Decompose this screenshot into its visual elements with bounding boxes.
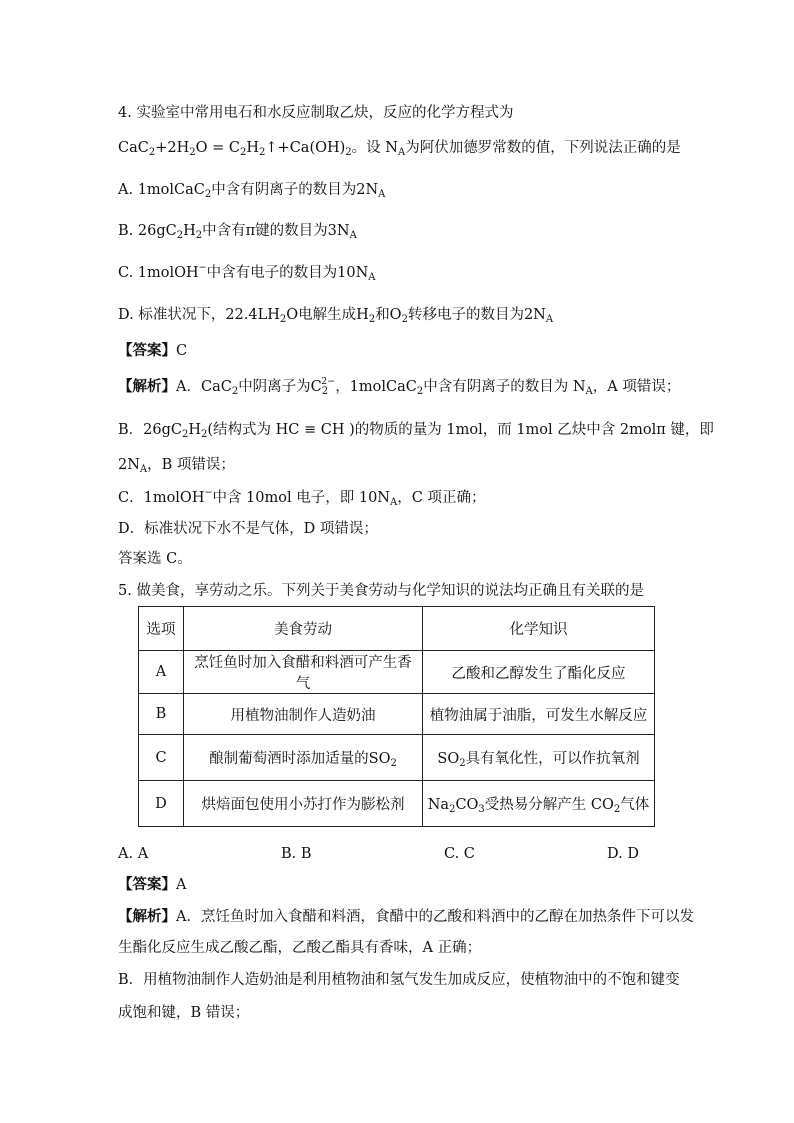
row-labor: 烹饪鱼时加入食醋和料酒可产生香气: [184, 651, 423, 694]
q4-option-c: C. 1molOH−中含有电子的数目为$10N_A$: [118, 262, 376, 283]
choice-d: D. D: [607, 846, 639, 862]
table-row: [139, 651, 655, 694]
q4-analysis-b-line2: $2N_A$，B 项错误；: [118, 457, 235, 475]
q5-options-table: [138, 606, 655, 827]
q4-stem-line1: 4. 实验室中常用电石和水反应制取乙炔，反应的化学方程式为: [118, 105, 514, 121]
row-option: D: [139, 781, 184, 827]
q5-analysis-b-line2: 成饱和键，B 错误；: [118, 1005, 250, 1021]
q4-analysis-d: D．标准状况下水不是气体，D 项错误；: [118, 521, 378, 537]
row-chem: $SO_2$具有氧化性，可以作抗氧剂: [423, 735, 655, 781]
choice-a: A. A: [118, 846, 149, 862]
row-labor: 烘焙面包使用小苏打作为膨松剂: [184, 781, 423, 827]
header-chem-knowledge: 化学知识: [423, 607, 655, 651]
header-option: 选项: [139, 607, 184, 651]
row-labor: 用植物油制作人造奶油: [184, 694, 423, 735]
table-row: [139, 694, 655, 735]
header-food-labor: 美食劳动: [184, 607, 423, 651]
row-chem: 植物油属于油脂，可发生水解反应: [423, 694, 655, 735]
q4-option-a: A. 1molCaC$_2$中含有阴离子的数目为$2N_A$: [118, 182, 386, 200]
q5-analysis-b-line1: B．用植物油制作人造奶油是利用植物油和氢气发生加成反应，使植物油中的不饱和键变: [118, 972, 680, 988]
row-option: C: [139, 735, 184, 781]
q5-stem: 5. 做美食，享劳动之乐。下列关于美食劳动与化学知识的说法均正确且有关联的是: [118, 583, 644, 599]
q4-analysis-c: C．1molOH−中含 10mol 电子，即 $10N_A$，C 项正确；: [118, 487, 486, 508]
q4-equation-line: $CaC_2+2H_2O$ = $C_2H_2↑+Ca(OH)_2$。设 $N_A$为阿伏加德罗常数的值，下列说法正确的是: [118, 140, 681, 158]
row-option: B: [139, 694, 184, 735]
q4-answer: 【答案】C: [118, 342, 188, 359]
q5-analysis-a-line1: 【解析】A．烹饪鱼时加入食醋和料酒，食醋中的乙酸和料酒中的乙醇在加热条件下可以发: [118, 908, 694, 925]
table-row: [139, 735, 655, 781]
table-row: [139, 781, 655, 827]
choice-b: B. B: [281, 846, 312, 862]
row-chem: 乙酸和乙醇发生了酯化反应: [423, 651, 655, 694]
choice-c: C. C: [444, 846, 475, 862]
row-option: A: [139, 651, 184, 694]
row-chem: $Na_2CO_3$受热易分解产生 $CO_2$气体: [423, 781, 655, 827]
q4-option-b: B. $26gC_2H_2$中含有π键的数目为$3N_A$: [118, 223, 357, 241]
q4-conclusion: 答案选 C。: [118, 551, 192, 567]
row-labor: 酿制葡萄酒时添加适量的$SO_2$: [184, 735, 423, 781]
q5-analysis-a-line2: 生酯化反应生成乙酸乙酯，乙酸乙酯具有香味，A 正确；: [118, 940, 482, 956]
q4-option-d: D. 标准状况下，$22.4LH_2O$电解生成$H_2$和$O_2$转移电子的数目为$2N_A$: [118, 307, 554, 325]
q5-answer: 【答案】A: [118, 876, 187, 893]
q4-analysis-a: 【解析】A．CaC$_2$中阴离子为$C_2^{2-}$，1molCaC$_2$中含有阴离子的数目为 $N_A$，A 项错误；: [118, 376, 681, 397]
q4-analysis-b-line1: B．$26gC_2H_2$(结构式为 HC ≡ CH )的物质的量为 1mol，而 1mol 乙炔中含 2molπ 键，即: [118, 422, 714, 440]
table-header-row: [139, 607, 655, 651]
